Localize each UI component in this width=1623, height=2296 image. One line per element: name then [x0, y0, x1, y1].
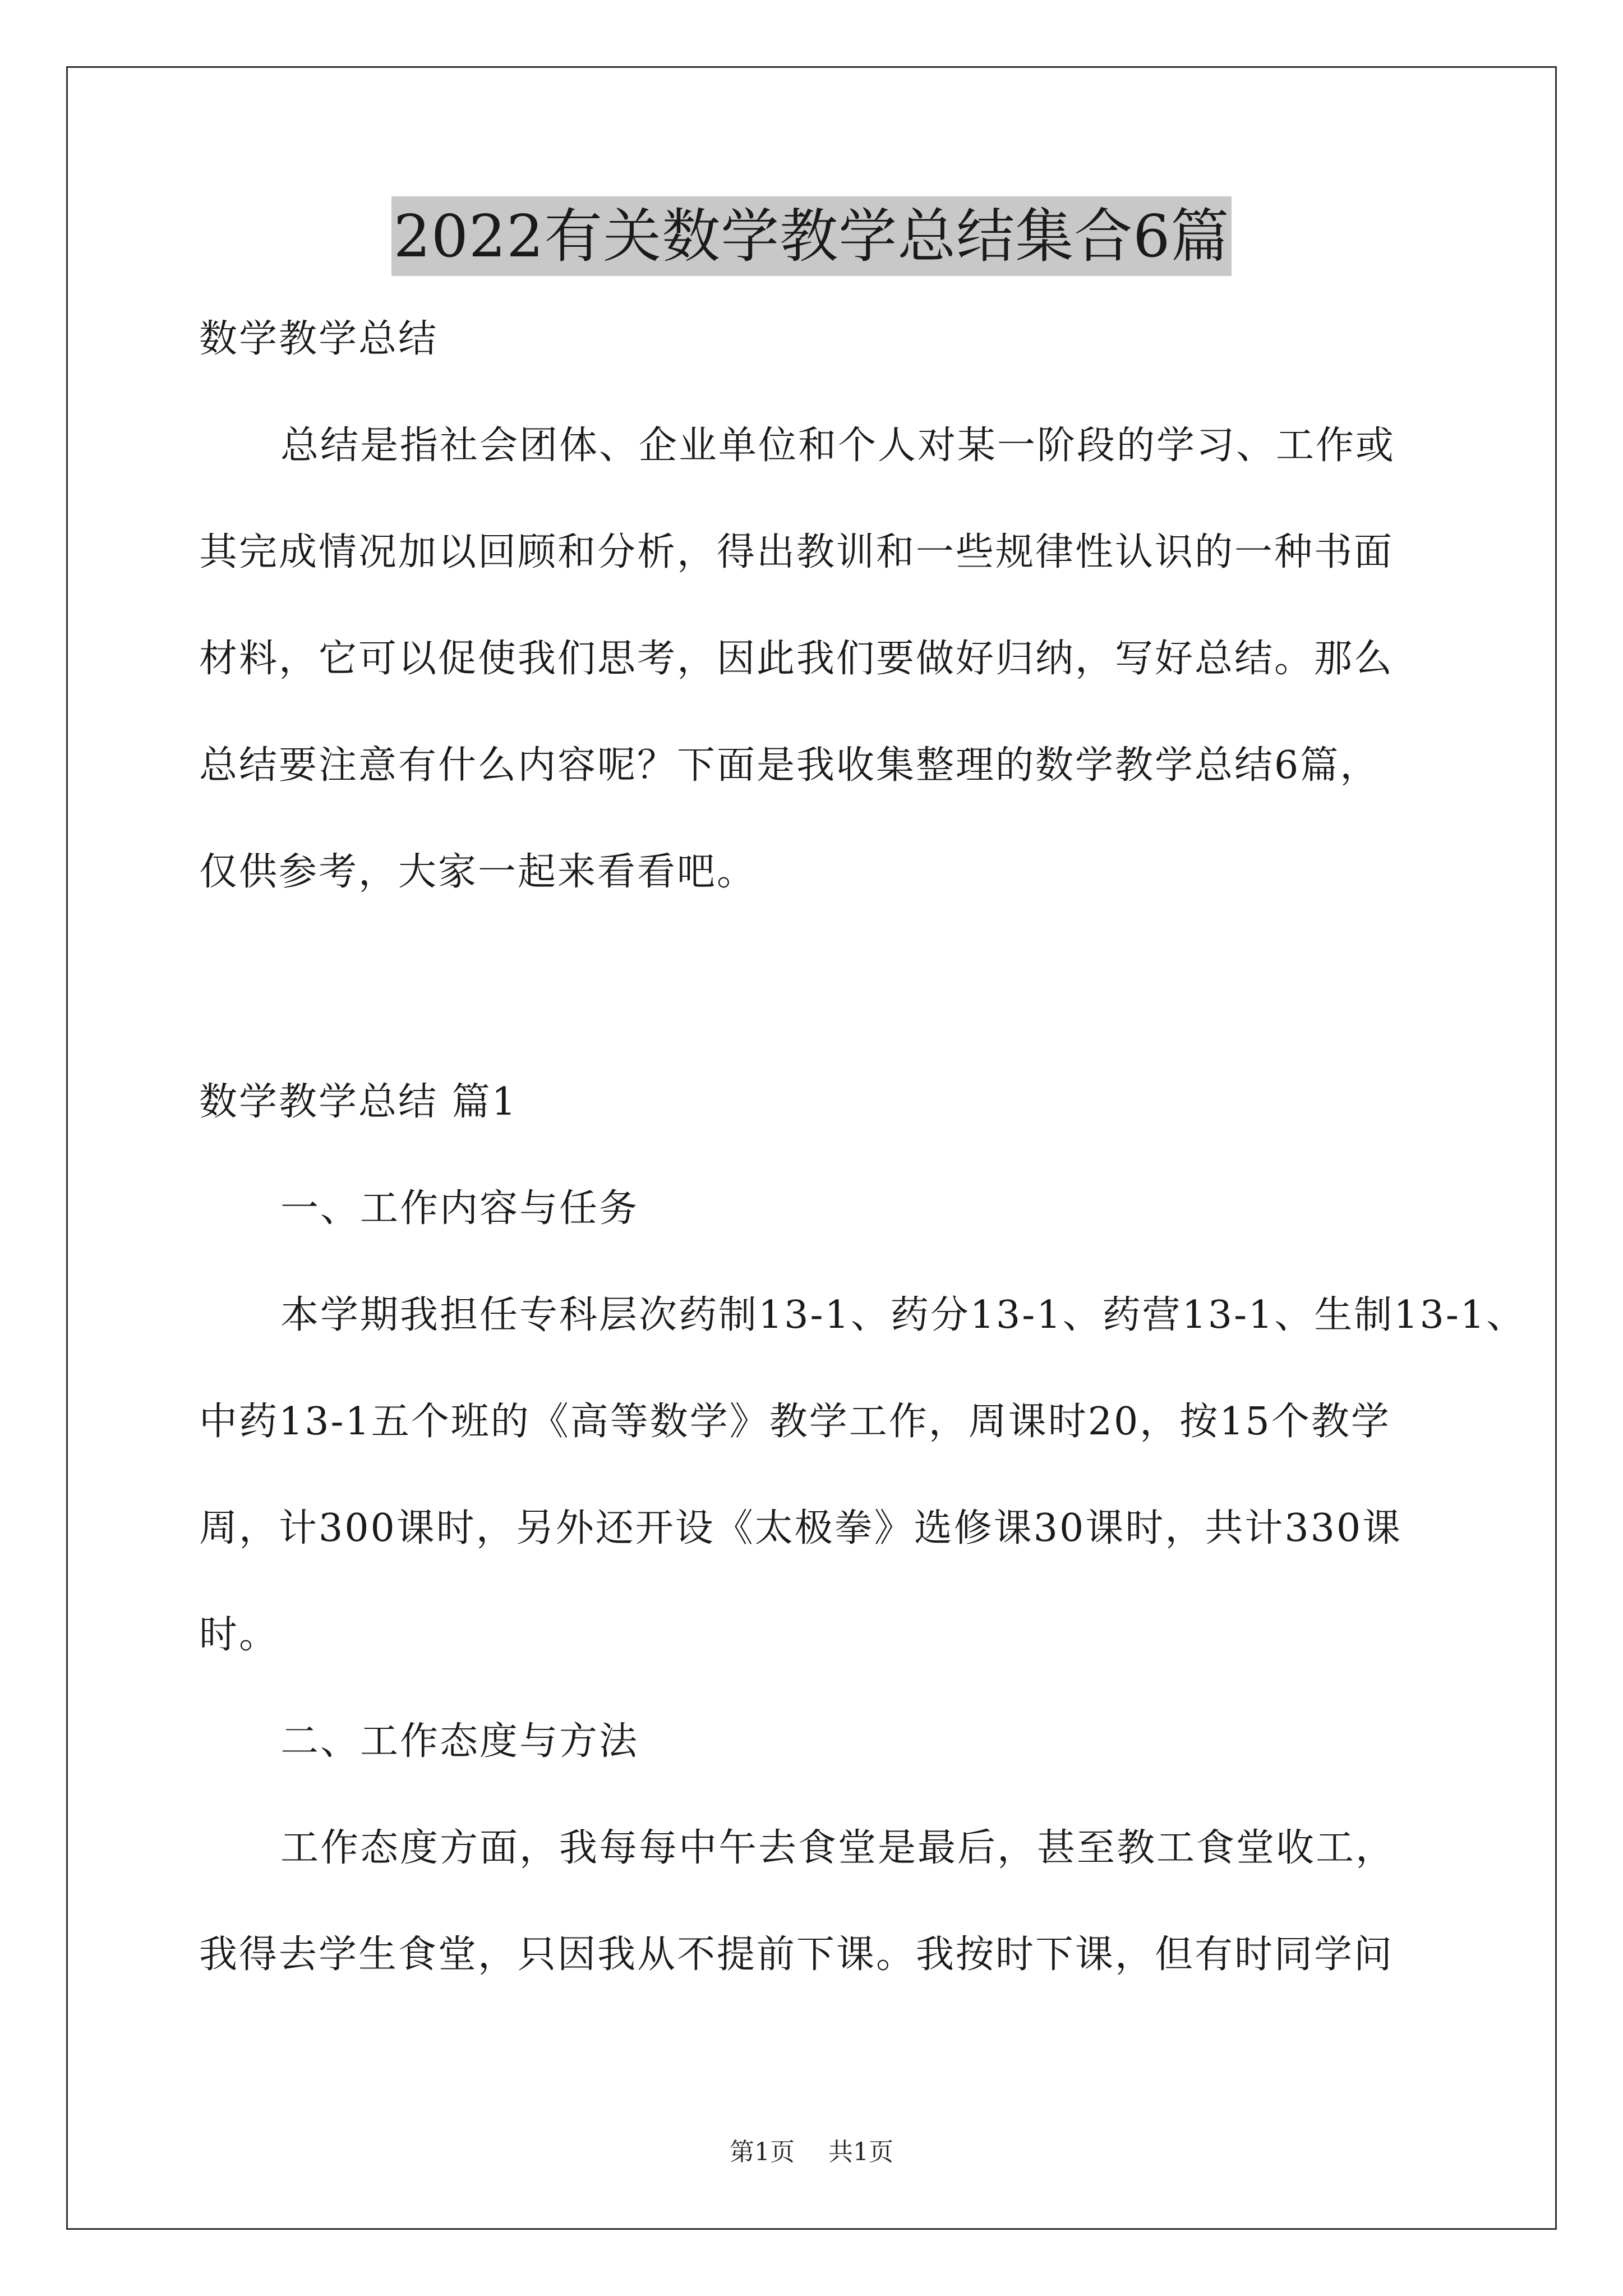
paragraph-line: 时。 [199, 1613, 279, 1657]
paragraph-line: 总结要注意有什么内容呢？下面是我收集整理的数学教学总结6篇， [199, 743, 1380, 788]
article-heading: 数学教学总结 篇1 [199, 1080, 518, 1124]
paragraph-line: 本学期我担任专科层次药制13-1、药分13-1、药营13-1、生制13-1、 [280, 1293, 1527, 1337]
paragraph-line: 其完成情况加以回顾和分析，得出教训和一些规律性认识的一种书面 [199, 530, 1394, 574]
page-footer [0, 2132, 1623, 2168]
paragraph-line: 总结是指社会团体、企业单位和个人对某一阶段的学习、工作或 [280, 424, 1396, 468]
paragraph-line: 工作态度方面，我每每中午去食堂是最后，甚至教工食堂收工， [280, 1826, 1396, 1870]
page-border [66, 66, 1557, 2230]
paragraph-line: 材料，它可以促使我们思考，因此我们要做好归纳，写好总结。那么 [199, 637, 1394, 681]
paragraph-line: 周，计300课时，另外还开设《太极拳》选修课30课时，共计330课 [199, 1506, 1403, 1550]
subsection-heading: 一、工作内容与任务 [280, 1186, 639, 1231]
paragraph-line: 中药13-1五个班的《高等数学》教学工作，周课时20，按15个教学 [199, 1400, 1391, 1444]
page-total: 共1页 [828, 2138, 893, 2166]
page-number: 第1页 [730, 2138, 795, 2166]
subsection-heading: 二、工作态度与方法 [280, 1719, 639, 1764]
section-heading: 数学教学总结 [199, 317, 439, 361]
paragraph-line: 我得去学生食堂，只因我从不提前下课。我按时下课，但有时同学问 [199, 1932, 1394, 1977]
title-container [0, 196, 1623, 276]
paragraph-line: 仅供参考，大家一起来看看吧。 [199, 850, 757, 894]
document-title: 2022有关数学教学总结集合6篇 [391, 196, 1232, 276]
